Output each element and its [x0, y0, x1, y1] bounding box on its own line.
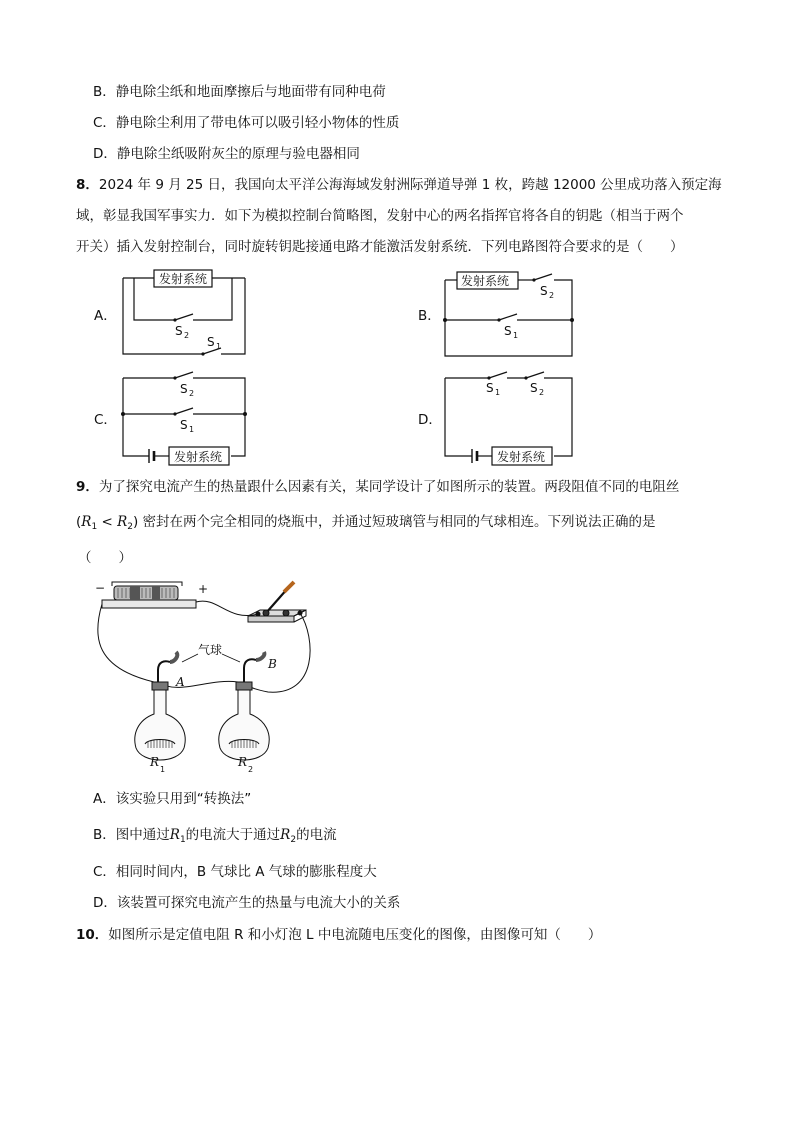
q10-number: 10．	[76, 927, 109, 943]
q9-option-b-text-2: 的电流大于通过	[185, 827, 281, 843]
circuit-c	[90, 370, 350, 470]
switch-s2-label: S	[175, 324, 183, 338]
q9-option-a: A．该实验只用到“转换法”	[93, 791, 252, 807]
q9-option-b-text-1: B．图中通过	[93, 827, 170, 843]
q8-stem-line2: 域，彰显我国军事实力．如下为模拟控制台简略图，发射中心的两名指挥官将各自的钥匙（相当于两个	[76, 208, 684, 224]
sub-2: 2	[127, 522, 133, 532]
switch-s1-label: S	[180, 418, 188, 432]
q9-stem-line1	[76, 477, 679, 497]
switch-s1-label: S	[486, 381, 494, 395]
sub-2: 2	[184, 331, 190, 340]
sub-2: 2	[539, 388, 545, 397]
positive-terminal: +	[198, 582, 209, 596]
q7-option-d: D．静电除尘纸吸附灰尘的原理与验电器相同	[93, 146, 360, 162]
balloon-b-label: B	[268, 657, 277, 671]
q7-option-b: B．静电除尘纸和地面摩擦后与地面带有同种电荷	[93, 84, 386, 100]
sub-2: 2	[290, 835, 297, 845]
sub-1: 1	[495, 388, 501, 397]
paren-open: (	[76, 514, 82, 530]
less-than: <	[97, 514, 118, 530]
circuit-b	[414, 268, 614, 363]
circuit-a	[90, 268, 350, 363]
q9-option-b	[93, 825, 337, 850]
q8-stem-line3: 开关）插入发射控制台，同时旋转钥匙接通电路才能激活发射系统．下列电路图符合要求的是（ ）	[76, 239, 684, 255]
sub-1: 1	[513, 331, 519, 340]
r1-symbol: R	[81, 514, 92, 530]
circuit-d	[414, 370, 614, 470]
sub-1: 1	[91, 522, 98, 532]
negative-terminal: −	[95, 581, 106, 595]
q8-number: 8．	[76, 177, 99, 193]
heating-apparatus-figure	[88, 578, 320, 783]
sub-2: 2	[248, 765, 254, 774]
q9-text-2: ) 密封在两个完全相同的烧瓶中，并通过短玻璃管与相同的气球相连。下列说法正确的是	[133, 514, 656, 530]
switch-s1-label: S	[207, 335, 215, 349]
launch-system-box: 发射系统	[497, 450, 546, 464]
q8-text-1: 2024 年 9 月 25 日，我国向太平洋公海海域发射洲际弹道导弹 1 枚，跨越 12000 公里成功落入预定海	[98, 177, 722, 193]
launch-system-box: 发射系统	[174, 450, 223, 464]
launch-system-box: 发射系统	[159, 272, 208, 286]
q9-option-c: C．相同时间内，B 气球比 A 气球的膨胀程度大	[93, 864, 377, 880]
option-a-label: A．	[94, 308, 117, 324]
q9-stem-line2	[76, 512, 656, 537]
sub-1: 1	[216, 342, 222, 351]
sub-1: 1	[179, 835, 186, 845]
r1-symbol: R	[169, 827, 180, 843]
switch-s1-label: S	[504, 324, 512, 338]
launch-system-box: 发射系统	[461, 274, 510, 288]
q9-option-b-text-3: 的电流	[296, 827, 337, 843]
balloon-a-label: A	[176, 675, 185, 689]
q8-stem-line1	[76, 175, 722, 195]
r2-flask-label: R	[238, 755, 248, 769]
switch-s2-label: S	[530, 381, 538, 395]
q9-option-d: D．该装置可探究电流产生的热量与电流大小的关系	[93, 895, 401, 911]
q7-option-c: C．静电除尘利用了带电体可以吸引轻小物体的性质	[93, 115, 400, 131]
switch-s2-label: S	[540, 284, 548, 298]
option-b-label: B．	[418, 308, 441, 324]
q9-text-1: 为了探究电流产生的热量跟什么因素有关，某同学设计了如图所示的装置。两段阻值不同的电阻丝	[98, 479, 680, 495]
q9-answer-paren: （ ）	[78, 550, 132, 566]
sub-1: 1	[189, 425, 195, 434]
q10-text: 如图所示是定值电阻 R 和小灯泡 L 中电流随电压变化的图像，由图像可知（ ）	[108, 927, 602, 943]
option-d-label: D．	[418, 412, 442, 428]
balloon-label: 气球	[198, 643, 223, 657]
option-c-label: C．	[94, 412, 117, 428]
q9-number: 9．	[76, 479, 99, 495]
sub-2: 2	[549, 291, 555, 300]
r1-flask-label: R	[150, 755, 160, 769]
q10-stem	[76, 925, 601, 945]
r2-symbol: R	[117, 514, 128, 530]
sub-1: 1	[160, 765, 166, 774]
sub-2: 2	[189, 389, 195, 398]
r2-symbol: R	[280, 827, 291, 843]
switch-s2-label: S	[180, 382, 188, 396]
